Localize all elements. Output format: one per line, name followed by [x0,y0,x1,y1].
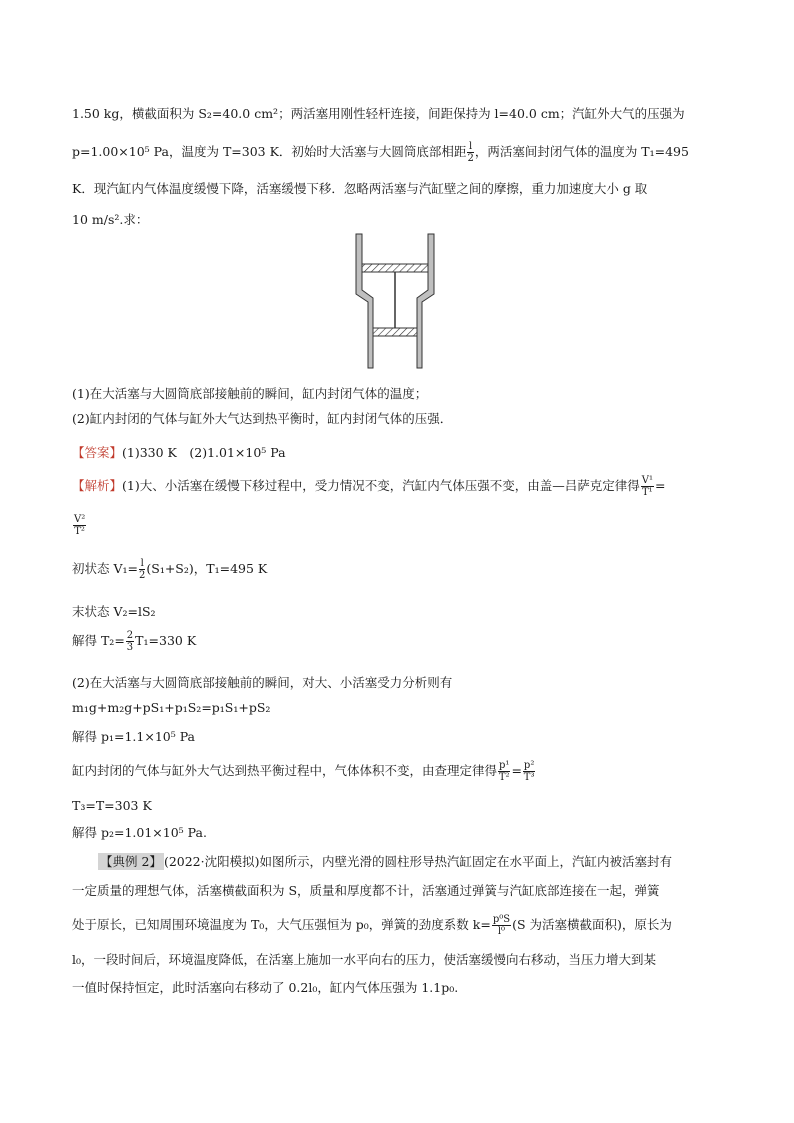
fraction-half [139,558,145,581]
example2-text-3b: (S 为活塞横截面积)，原长为 [512,917,672,932]
fraction-k [492,914,511,937]
problem-line-2 [72,141,689,164]
frac-den: T² [498,772,510,783]
frac-num: p² [523,760,535,771]
example2-text-1: (2022·沈阳模拟)如图所示，内壁光滑的圆柱形导热汽缸固定在水平面上，汽缸内被活塞封有 [163,854,672,869]
force-equation: m₁g+m₂g+pS₁+p₁S₂=p₁S₁+pS₂ [72,700,271,715]
charles-law-line [72,760,536,783]
solve-t2-a: 解得 T₂= [72,633,125,648]
analysis-label: 【解析】 [72,478,123,493]
frac-den: 2 [467,153,474,164]
fraction-two-thirds [126,630,134,653]
example2-line-4: l₀，一段时间后，环境温度降低，在活塞上施加一水平向右的压力，使活塞缓慢向右移动，当压力增大到某 [72,952,657,967]
question-2: (2)缸内封闭的气体与缸外大气达到热平衡时，缸内封闭气体的压强． [72,411,453,426]
example2-text-3a: 处于原长，已知周围环境温度为 T₀，大气压强恒为 p₀，弹簧的劲度系数 k= [72,917,491,932]
frac-den: 3 [126,642,134,653]
example2-line-5: 一值时保持恒定，此时活塞向右移动了 0.2l₀，缸内气体压强为 1.1p₀. [72,980,459,995]
charles-text: 缸内封闭的气体与缸外大气达到热平衡过程中，气体体积不变，由查理定律得 [72,763,498,778]
problem-line-3: K．现汽缸内气体温度缓慢下降，活塞缓慢下移．忽略两活塞与汽缸壁之间的摩擦，重力加速度大小 g 取 [72,181,648,196]
analysis-line-1 [72,475,665,498]
frac-num: p⁰S [492,914,511,925]
cylinder-diagram [340,232,450,372]
fraction-half [467,141,473,164]
frac-num: V² [74,514,86,525]
solve-p2-line: 解得 p₂=1.01×10⁵ Pa. [72,825,207,840]
answer-line [72,443,286,461]
small-piston [373,328,417,336]
problem-line-4: 10 m/s².求： [72,212,149,227]
equals-sign: = [654,478,666,493]
frac-num: 2 [126,630,134,641]
fraction-p2-t3 [523,760,535,783]
frac-den: 2 [139,570,146,581]
answer-text: (1)330 K (2)1.01×10⁵ Pa [122,445,286,460]
analysis-line-2 [72,514,87,537]
answer-label: 【答案】 [72,445,123,460]
example2-line-2: 一定质量的理想气体，活塞横截面积为 S，质量和厚度都不计，活塞通过弹簧与汽缸底部连接在一起，弹簧 [72,883,660,898]
large-piston [362,264,428,272]
initial-state-line [72,558,267,581]
final-state-line: 末状态 V₂=lS₂ [72,604,156,619]
initial-state-b: (S₁+S₂)，T₁=495 K [146,561,268,576]
example2-line-3 [72,914,672,937]
example2-tag: 【典例 2】 [100,854,162,869]
frac-num: V¹ [641,475,653,486]
fraction-v2-t2 [73,514,86,537]
frac-num: p¹ [499,760,510,771]
fraction-p1-t2 [498,760,510,783]
frac-den: T¹ [642,487,653,498]
equals-sign: = [511,763,522,778]
frac-den: T² [74,526,85,537]
initial-state-a: 初状态 V₁= [72,561,138,576]
frac-den: l⁰ [497,926,506,937]
example2-line-1 [98,852,672,870]
solve-t2-b: T₁=330 K [135,633,197,648]
part2-line: (2)在大活塞与大圆筒底部接触前的瞬间，对大、小活塞受力分析则有 [72,675,453,690]
cylinder-left-wall [356,234,373,368]
fraction-v1-t1 [641,475,654,498]
solve-t2-line [72,630,196,653]
problem-line-1: 1.50 kg，横截面积为 S₂=40.0 cm²；两活塞用刚性轻杆连接，间距保持为 l=40.0 cm；汽缸外大气的压强为 [72,106,685,121]
frac-num: l [140,558,144,569]
analysis-text-1: (1)大、小活塞在缓慢下移过程中，受力情况不变，汽缸内气体压强不变，由盖—吕萨克定律得 [122,478,640,493]
problem-line-2b: ，两活塞间封闭气体的温度为 T₁=495 [474,144,689,159]
question-1: (1)在大活塞与大圆筒底部接触前的瞬间，缸内封闭气体的温度； [72,386,428,401]
problem-line-2a: p=1.00×10⁵ Pa，温度为 T=303 K．初始时大活塞与大圆筒底部相距 [72,144,467,159]
cylinder-right-wall [417,234,434,368]
t3-line: T₃=T=303 K [72,798,152,813]
frac-den: T³ [523,772,535,783]
frac-num: l [469,141,473,152]
solve-p1-line: 解得 p₁=1.1×10⁵ Pa [72,729,196,744]
